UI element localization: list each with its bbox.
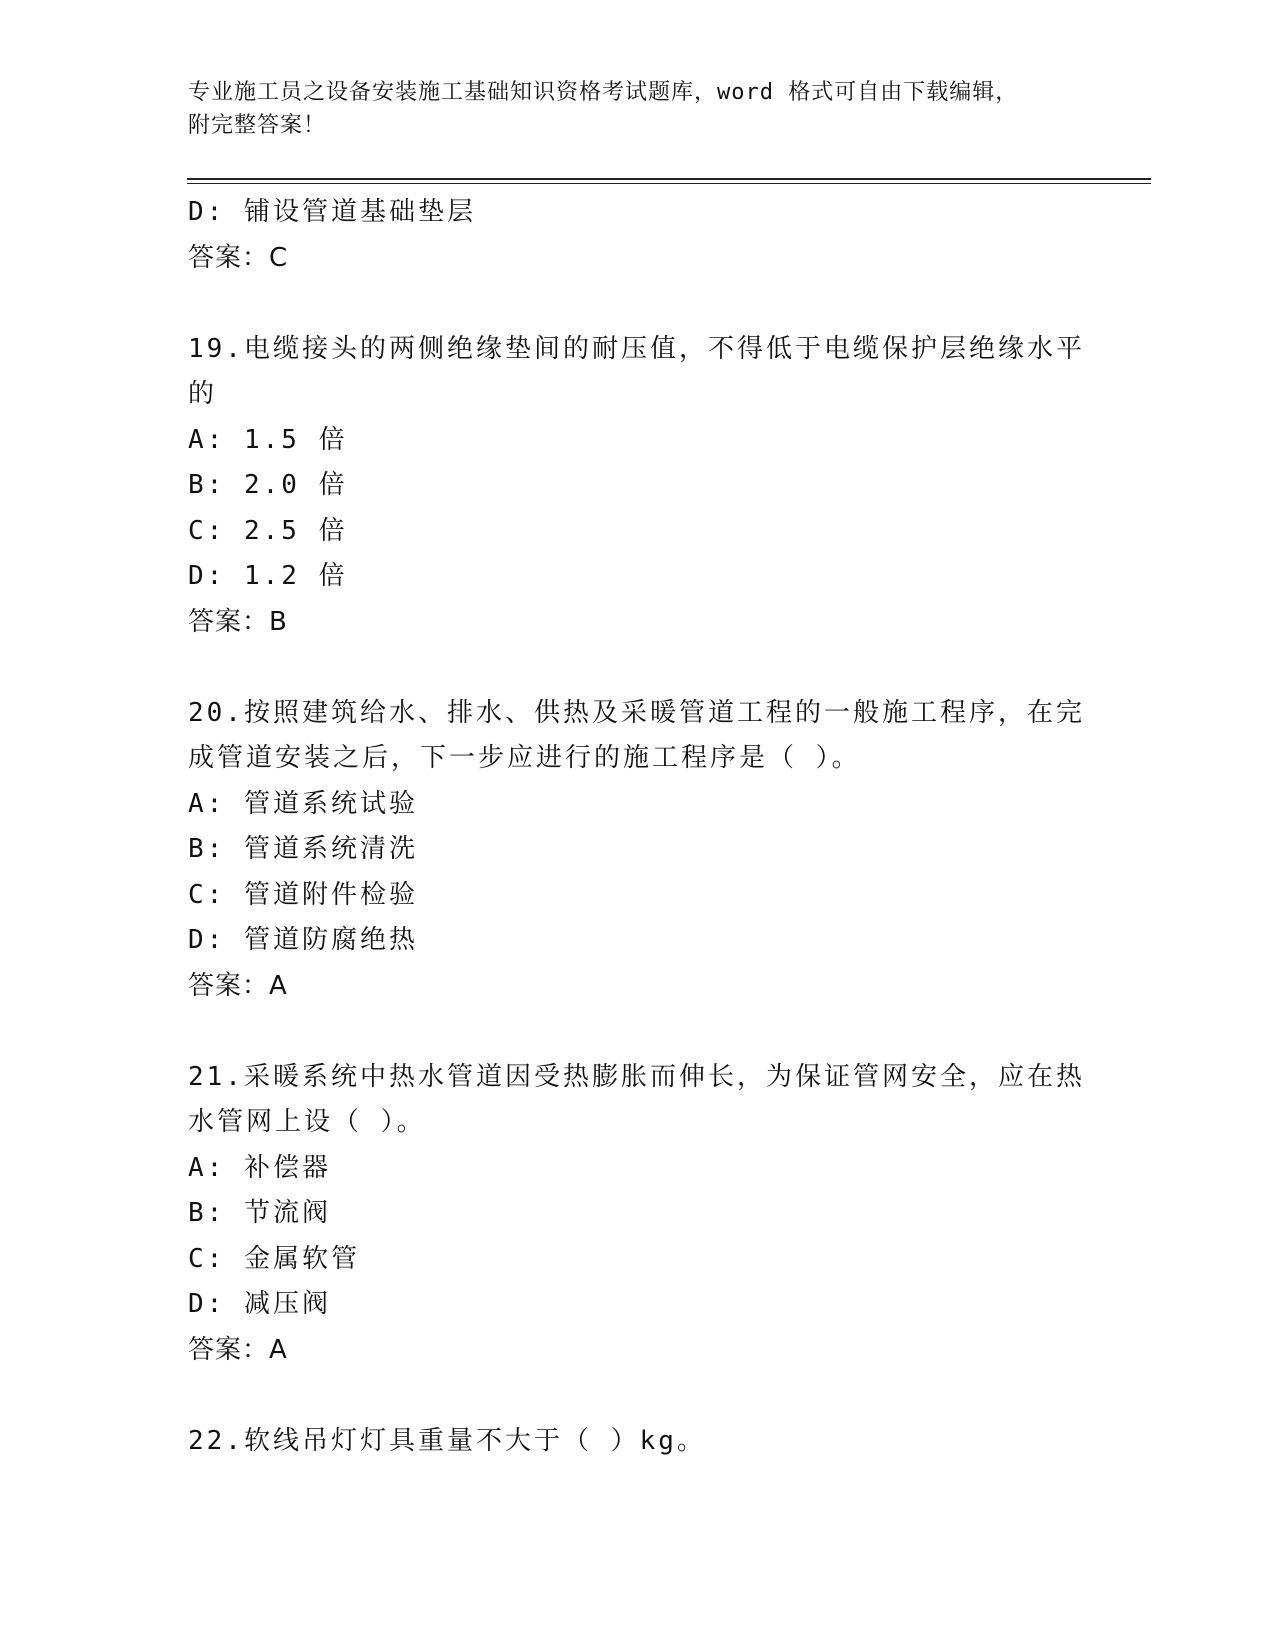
option-c: C: 金属软管 [188,1243,360,1274]
answer-line: 答案：A [188,970,288,1001]
question-text-line-2: 成管道安装之后，下一步应进行的施工程序是（ ）。 [188,743,861,773]
option-b: B: 2.0 倍 [188,470,348,500]
question-21 [188,1055,1088,1374]
spacer [188,645,1088,691]
header-line-2: 附完整答案！ [188,113,327,138]
question-19 [188,327,1088,646]
question-text-line-1: 22.软线吊灯灯具重量不大于（ ）kg。 [188,1425,706,1456]
spacer [188,281,1088,327]
question-text-line-1: 19.电缆接头的两侧绝缘垫间的耐压值，不得低于电缆保护层绝缘水平 [188,333,1085,364]
previous-question-tail [188,190,1088,281]
question-22 [188,1419,1088,1465]
question-text-line-1: 21.采暖系统中热水管道因受热膨胀而伸长，为保证管网安全，应在热 [188,1061,1085,1092]
option-d: D: 铺设管道基础垫层 [188,197,476,227]
question-content [188,190,1088,1464]
header-line-1: 专业施工员之设备安装施工基础知识资格考试题库，word 格式可自由下载编辑， [188,80,1019,105]
option-c: C: 管道附件检验 [188,879,418,910]
header-divider-thin [187,183,1151,184]
spacer [188,1009,1088,1055]
option-d: D: 管道防腐绝热 [188,925,418,955]
option-d: D: 减压阀 [188,1289,331,1319]
answer-line: 答案：C [188,242,289,273]
option-a: A: 补偿器 [188,1152,331,1183]
header-divider-thick [187,178,1151,180]
question-text-line-2: 水管网上设（ ）。 [188,1107,426,1137]
question-20 [188,691,1088,1010]
option-b: B: 节流阀 [188,1198,331,1228]
question-text-line-1: 20.按照建筑给水、排水、供热及采暖管道工程的一般施工程序，在完 [188,697,1085,728]
option-a: A: 1.5 倍 [188,424,348,455]
option-c: C: 2.5 倍 [188,515,348,546]
option-a: A: 管道系统试验 [188,788,418,819]
spacer [188,1373,1088,1419]
question-text-line-2: 的 [188,379,218,409]
document-header [188,76,1088,142]
option-b: B: 管道系统清洗 [188,834,418,864]
answer-line: 答案：A [188,1334,288,1365]
option-d: D: 1.2 倍 [188,561,348,591]
answer-line: 答案：B [188,606,288,637]
